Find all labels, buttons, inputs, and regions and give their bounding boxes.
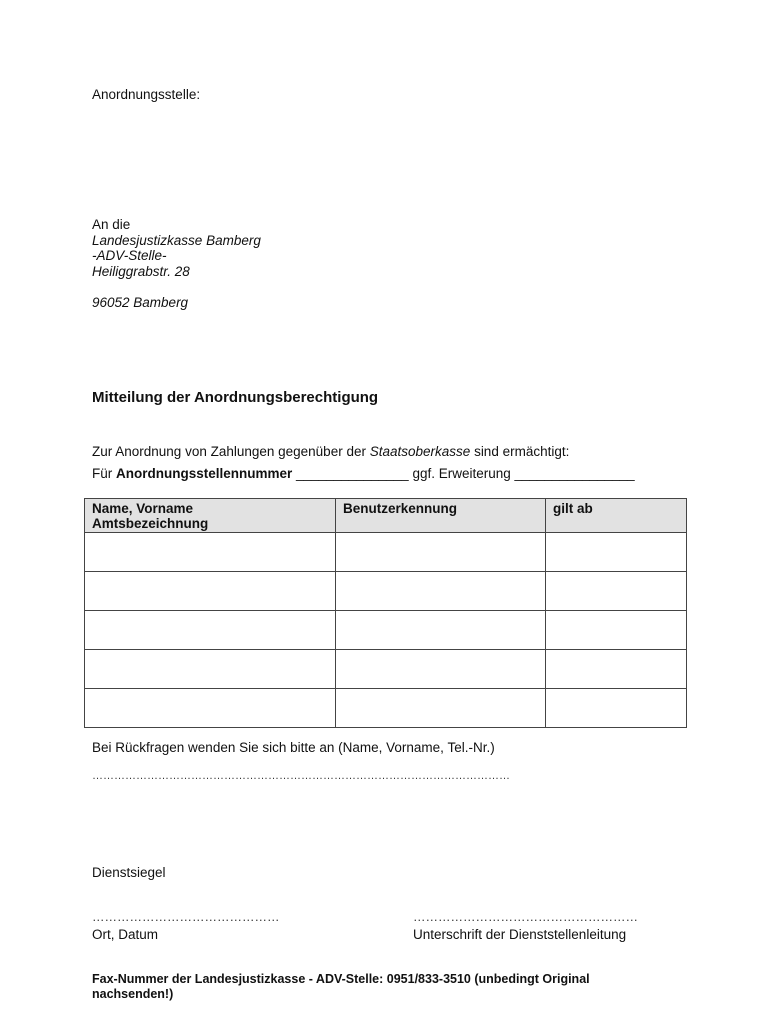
valid-from-cell[interactable] — [546, 689, 687, 728]
column-header-user-id — [336, 499, 546, 533]
user-id-cell[interactable] — [336, 611, 546, 650]
contact-text: Bei Rückfragen wenden Sie sich bitte an (Name, Vorname, Tel.-Nr.) — [92, 740, 495, 755]
name-cell[interactable] — [85, 572, 336, 611]
valid-from-cell[interactable] — [546, 650, 687, 689]
page-title: Mitteilung der Anordnungsberechtigung — [92, 389, 379, 406]
column-header-valid-from — [546, 499, 687, 533]
intro-prefix: Zur Anordnung von Zahlungen gegenüber der — [92, 444, 366, 459]
column-header-name-line2: Amtsbezeichnung — [92, 516, 209, 531]
table-header-row — [85, 499, 687, 533]
table-row — [85, 611, 687, 650]
column-header-name — [85, 499, 336, 533]
column-header-name-line1: Name, Vorname — [92, 501, 194, 516]
user-id-cell[interactable] — [336, 650, 546, 689]
place-date-label: Ort, Datum — [92, 927, 159, 942]
office-number-field[interactable]: _______________ — [296, 466, 409, 481]
name-cell[interactable] — [85, 650, 336, 689]
name-cell[interactable] — [85, 533, 336, 572]
address-line3: Heiliggrabstr. 28 — [92, 264, 190, 279]
office-number-line — [92, 466, 635, 481]
address-city: 96052 Bamberg — [92, 295, 189, 310]
valid-from-cell[interactable] — [546, 611, 687, 650]
contact-field[interactable]: …………………………………………………………………………………………………… — [92, 770, 510, 782]
user-id-cell[interactable] — [336, 689, 546, 728]
column-header-user-id-label: Benutzerkennung — [343, 501, 458, 516]
name-cell[interactable] — [85, 611, 336, 650]
office-number-prefix: Für — [92, 466, 113, 481]
table-row — [85, 689, 687, 728]
valid-from-cell[interactable] — [546, 572, 687, 611]
extension-label: ggf. Erweiterung — [412, 466, 511, 481]
address-line1: Landesjustizkasse Bamberg — [92, 233, 261, 248]
issuing-office-label: Anordnungsstelle: — [92, 87, 201, 102]
table-row — [85, 650, 687, 689]
intro-text — [92, 444, 569, 459]
user-id-cell[interactable] — [336, 572, 546, 611]
seal-label: Dienstsiegel — [92, 865, 166, 880]
intro-entity: Staatsoberkasse — [369, 444, 471, 459]
valid-from-cell[interactable] — [546, 533, 687, 572]
address-line2: -ADV-Stelle- — [92, 248, 167, 263]
office-number-label: Anordnungsstellennummer — [116, 466, 293, 481]
table-row — [85, 572, 687, 611]
column-header-valid-from-label: gilt ab — [553, 501, 593, 516]
signature-label: Unterschrift der Dienststellenleitung — [413, 927, 627, 942]
address-to: An die — [92, 217, 131, 232]
name-cell[interactable] — [85, 689, 336, 728]
authorization-table — [84, 498, 687, 728]
footer-fax-note: Fax-Nummer der Landesjustizkasse - ADV-Stelle: 0951/833-3510 (unbedingt Original nachsenden!) — [92, 972, 590, 1001]
user-id-cell[interactable] — [336, 533, 546, 572]
intro-suffix: sind ermächtigt: — [474, 444, 570, 459]
table-row — [85, 533, 687, 572]
place-date-field[interactable]: ……………………………………… — [92, 910, 280, 924]
extension-field[interactable]: ________________ — [514, 466, 635, 481]
signature-field[interactable]: ……………………………………………… — [413, 910, 638, 924]
